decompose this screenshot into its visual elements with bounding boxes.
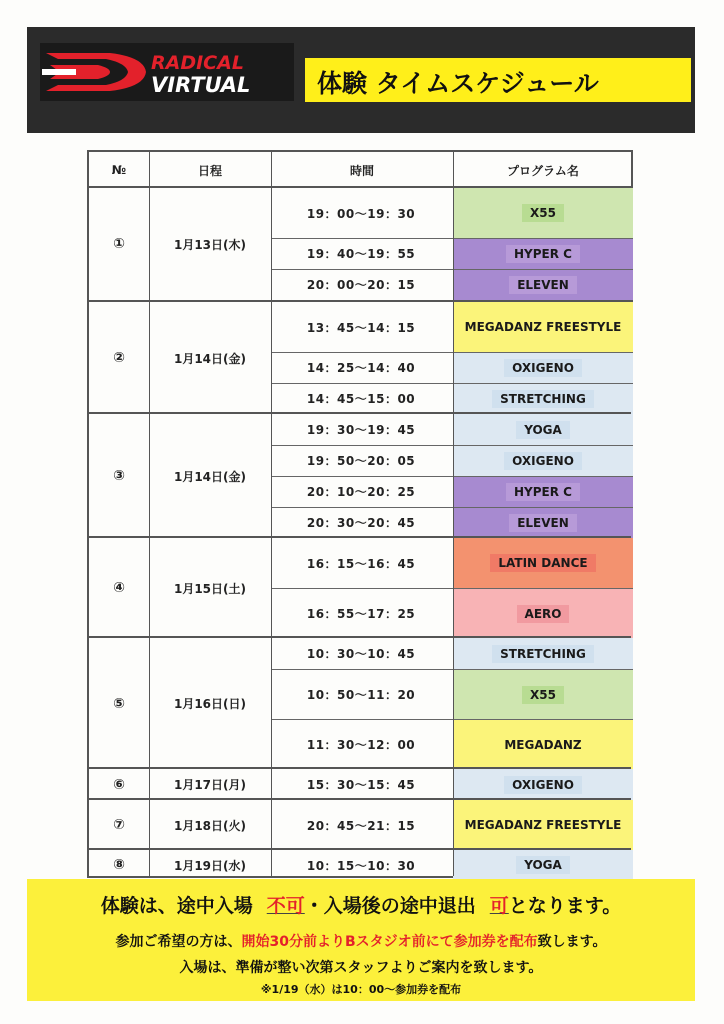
session-program: [453, 302, 633, 352]
session-time: 16：55～17：25: [306, 606, 416, 621]
session-program: [453, 353, 633, 383]
session-program: [453, 270, 633, 300]
session-time: 10：30～10：45: [306, 647, 416, 661]
schedule-table: [87, 150, 633, 878]
program-label: MEGADANZ: [496, 736, 589, 754]
column-divider: [149, 152, 150, 876]
program-label: X55: [522, 204, 564, 222]
group-number: ④: [113, 580, 125, 596]
logo-text-radical: RADICAL: [151, 52, 244, 74]
session-program: [453, 850, 633, 880]
notice-highlight-ticket: 開始30分前よりBスタジオ前にて参加券を配布: [241, 934, 538, 950]
session-program: [453, 446, 633, 476]
notice-footnote: ※1/19（水）は10：00～参加券を配布: [260, 983, 462, 996]
session-program: [453, 477, 633, 507]
schedule-group: [89, 536, 631, 636]
notice-line-ticket: [27, 931, 695, 951]
schedule-group: [89, 300, 631, 412]
session-time: 14：45～15：00: [306, 392, 416, 406]
program-label: ELEVEN: [509, 276, 577, 294]
group-number: ②: [113, 350, 125, 366]
notice-highlight-not-allowed: 不可: [266, 895, 305, 917]
group-date: 1月16日(日): [173, 697, 247, 711]
program-label: OXIGENO: [504, 452, 582, 470]
schedule-group: [89, 848, 631, 878]
schedule-group: [89, 767, 631, 798]
session-time: 20：10～20：25: [306, 485, 416, 499]
group-date: 1月14日(金): [173, 469, 247, 484]
group-number: ⑤: [113, 695, 125, 712]
column-header-program: プログラム名: [507, 163, 579, 178]
schedule-group: [89, 636, 631, 767]
group-date: 1月17日(月): [173, 778, 247, 792]
schedule-group: [89, 412, 631, 536]
session-program: [453, 769, 633, 800]
program-label: STRETCHING: [492, 645, 594, 663]
logo-text-virtual: VIRTUAL: [151, 73, 251, 97]
session-program: [453, 589, 633, 638]
schedule-group: [89, 188, 631, 300]
notice-text: 致します。: [537, 934, 607, 950]
group-date: 1月15日(土): [173, 581, 247, 596]
session-time: 10：50～11：20: [306, 687, 416, 702]
group-number: ⑥: [113, 776, 125, 793]
session-program: [453, 384, 633, 414]
program-label: YOGA: [516, 421, 570, 439]
table-header-row: [89, 152, 631, 188]
session-time: 20：00～20：15: [306, 278, 416, 292]
session-program: [453, 720, 633, 769]
program-label: LATIN DANCE: [490, 554, 595, 572]
column-header-date: 日程: [197, 163, 222, 178]
group-number: ①: [113, 236, 125, 252]
notice-text: 参加ご希望の方は、: [115, 934, 242, 950]
session-program: [453, 239, 633, 269]
schedule-group: [89, 798, 631, 848]
session-time: 19：00～19：30: [306, 206, 416, 221]
program-label: STRETCHING: [492, 390, 594, 408]
group-date: 1月13日(木): [173, 237, 247, 252]
group-number: ⑧: [113, 857, 125, 873]
session-program: [453, 188, 633, 238]
group-date: 1月19日(水): [173, 858, 247, 873]
program-label: OXIGENO: [504, 359, 582, 377]
column-divider: [453, 152, 454, 876]
notice-text: となります。: [508, 895, 622, 917]
session-time: 19：50～20：05: [306, 454, 416, 468]
program-label: OXIGENO: [504, 776, 582, 794]
session-time: 19：30～19：45: [306, 423, 416, 437]
group-number: ⑦: [113, 817, 125, 833]
session-program: [453, 638, 633, 669]
session-time: 11：30～12：00: [306, 737, 416, 752]
session-time: 19：40～19：55: [306, 247, 416, 261]
program-label: HYPER C: [506, 245, 580, 263]
session-time: 13：45～14：15: [306, 320, 416, 335]
program-label: MEGADANZ FREESTYLE: [457, 816, 630, 834]
column-header-no: №: [111, 163, 127, 177]
session-time: 20：45～21：15: [306, 818, 416, 833]
logo-mark-icon: [40, 43, 150, 101]
session-program: [453, 414, 633, 445]
group-date: 1月14日(金): [173, 351, 247, 366]
session-program: [453, 508, 633, 538]
notice-text: 体験は、途中入場: [100, 895, 253, 917]
session-program: [453, 670, 633, 719]
header-banner: [27, 27, 695, 133]
session-time: 20：30～20：45: [306, 516, 416, 530]
session-time: 10：15～10：30: [306, 858, 416, 873]
notice-box: [27, 879, 695, 1001]
notice-line-entry-rules: [27, 891, 695, 918]
radical-virtual-logo: [40, 43, 294, 101]
page-title: 体験 タイムスケジュール: [317, 69, 599, 98]
session-time: 16：15～16：45: [306, 556, 416, 571]
session-time: 14：25～14：40: [306, 361, 416, 375]
session-time: 15：30～15：45: [306, 778, 416, 792]
session-program: [453, 538, 633, 588]
program-label: ELEVEN: [509, 514, 577, 532]
group-number: ③: [113, 468, 125, 484]
program-label: MEGADANZ FREESTYLE: [457, 318, 630, 336]
program-label: AERO: [517, 605, 570, 623]
column-divider: [271, 152, 272, 876]
column-header-time: 時間: [349, 163, 374, 178]
program-label: YOGA: [516, 856, 570, 874]
notice-highlight-allowed: 可: [489, 895, 509, 917]
title-box: [305, 58, 691, 102]
program-label: X55: [522, 686, 564, 704]
session-program: [453, 800, 633, 850]
notice-text: ・入場後の途中退出: [304, 895, 476, 917]
notice-line-entry: 入場は、準備が整い次第スタッフよりご案内を致します。: [179, 960, 543, 976]
program-label: HYPER C: [506, 483, 580, 501]
group-date: 1月18日(火): [173, 818, 247, 833]
